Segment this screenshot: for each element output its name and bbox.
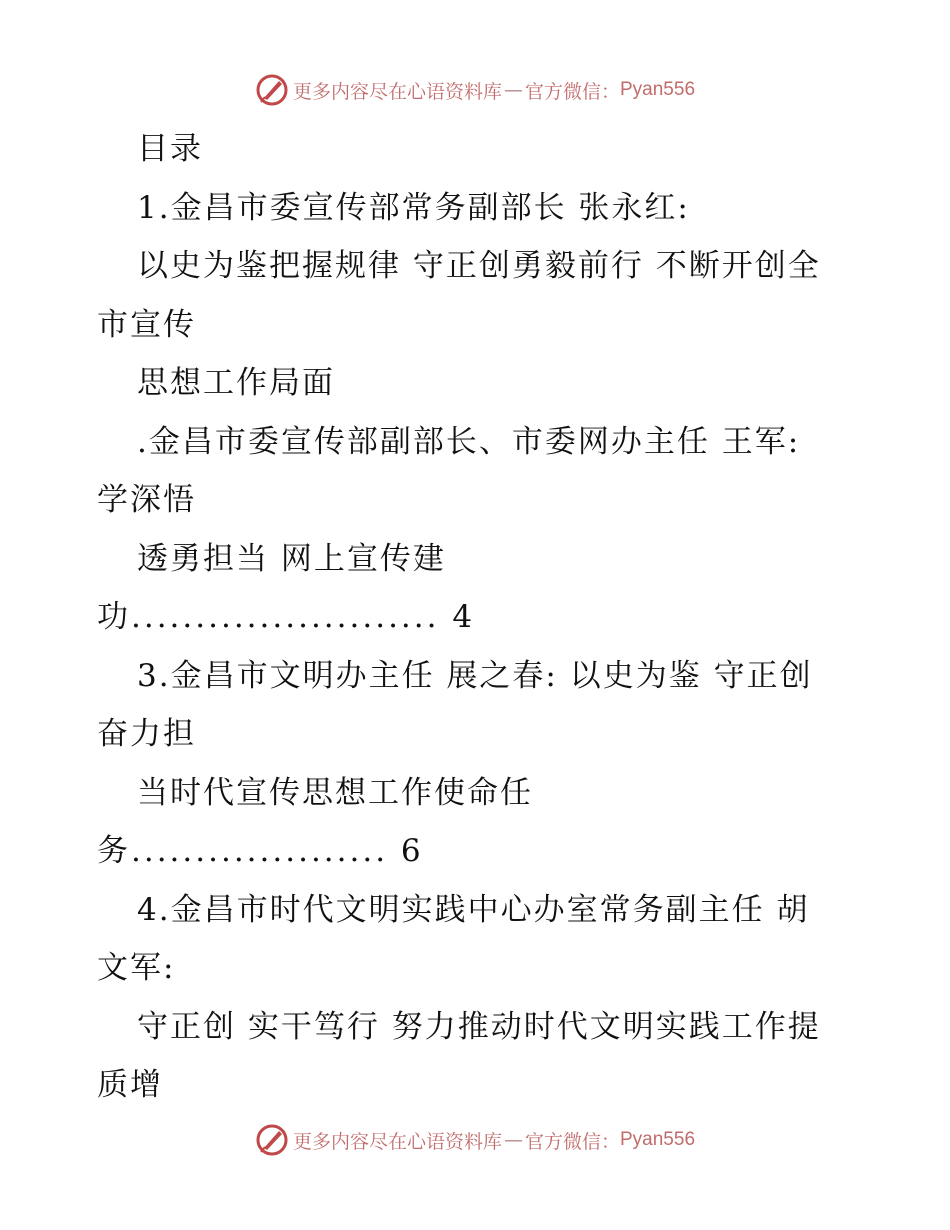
feather-pen-logo-icon bbox=[255, 1123, 289, 1157]
toc-line: .金昌市委宣传部副部长、市委网办主任 王军: bbox=[137, 423, 801, 460]
toc-title: 目录 bbox=[137, 131, 203, 167]
banner-promo-text: 更多内容尽在心语资料库 bbox=[292, 1130, 502, 1153]
table-of-contents bbox=[97, 120, 857, 1115]
toc-line: 当时代宣传思想工作使命任 bbox=[137, 774, 533, 811]
toc-line: 奋力担 bbox=[97, 716, 196, 752]
feather-pen-logo-icon bbox=[255, 73, 289, 107]
banner-wechat-id: Pyan556 bbox=[620, 1129, 696, 1150]
banner-separator: — bbox=[503, 1129, 523, 1151]
toc-line: 守正创 实干笃行 努力推动时代文明实践工作提 bbox=[137, 1008, 821, 1045]
toc-line: 文军: bbox=[97, 950, 176, 986]
footer-banner bbox=[0, 1120, 950, 1160]
toc-line: 思想工作局面 bbox=[137, 365, 335, 401]
toc-line: 以史为鉴把握规律 守正创勇毅前行 不断开创全 bbox=[137, 248, 821, 284]
banner-wechat-id: Pyan556 bbox=[620, 79, 696, 100]
toc-line-with-page: 功........................ 4 bbox=[97, 599, 476, 635]
toc-line: 3.金昌市文明办主任 展之春: 以史为鉴 守正创 bbox=[137, 657, 813, 694]
toc-line: 1.金昌市委宣传部常务副部长 张永红: bbox=[137, 189, 690, 226]
banner-separator: — bbox=[503, 79, 523, 101]
toc-line: 4.金昌市时代文明实践中心办室常务副主任 胡 bbox=[137, 891, 810, 928]
header-banner bbox=[0, 70, 950, 110]
banner-wechat-label: 官方微信： bbox=[524, 80, 620, 103]
toc-line: 透勇担当 网上宣传建 bbox=[137, 540, 446, 577]
toc-line-with-page: 务.................... 6 bbox=[97, 833, 424, 869]
toc-line: 质增 bbox=[97, 1067, 163, 1103]
toc-line: 市宣传 bbox=[97, 306, 196, 343]
banner-promo-text: 更多内容尽在心语资料库 bbox=[292, 80, 502, 103]
banner-wechat-label: 官方微信： bbox=[524, 1130, 620, 1153]
toc-line: 学深悟 bbox=[97, 482, 196, 518]
